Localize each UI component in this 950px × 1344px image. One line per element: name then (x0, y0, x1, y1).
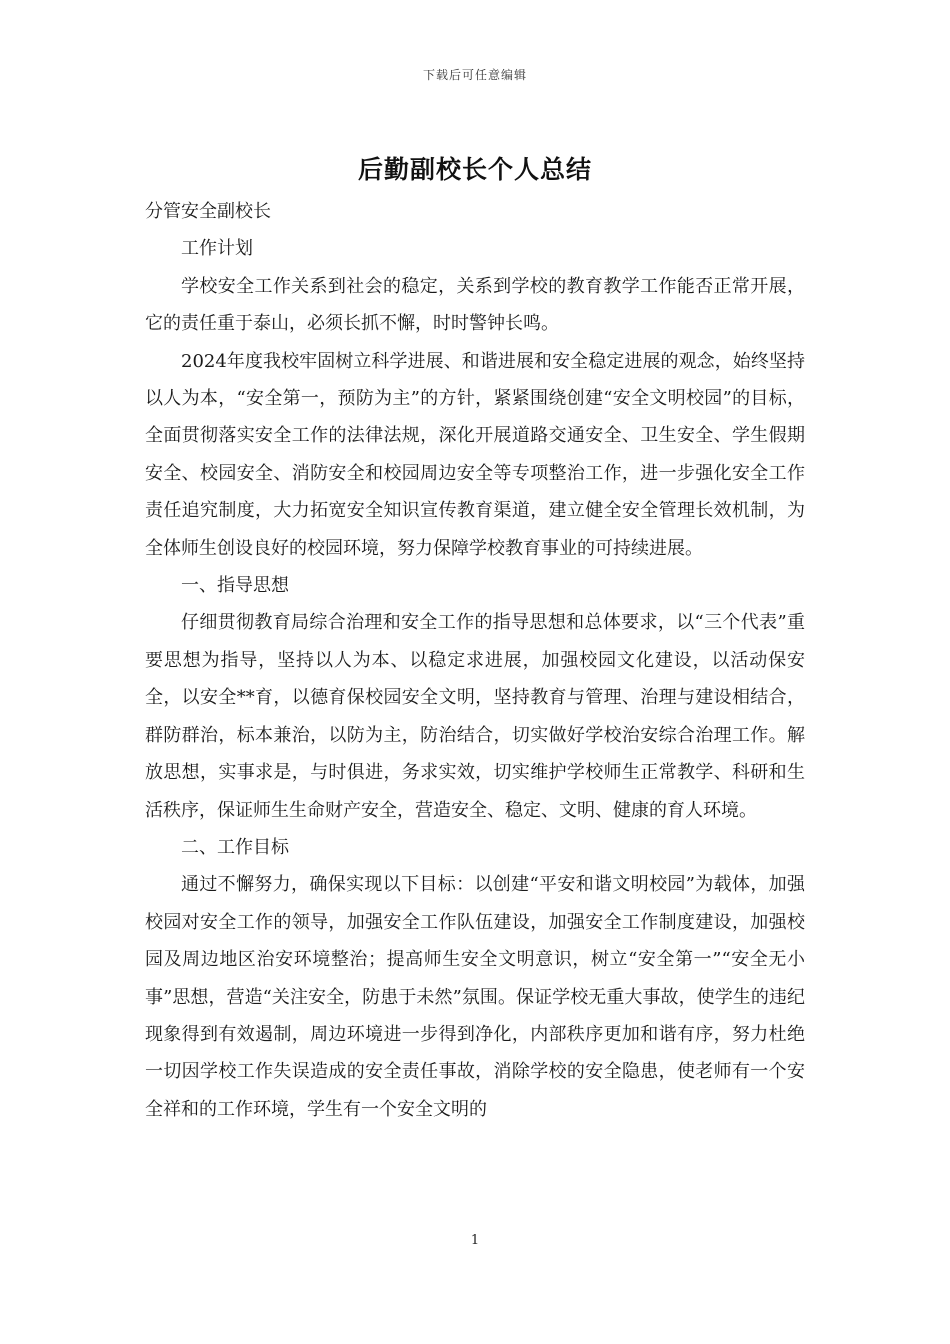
header-note: 下载后可任意编辑 (422, 68, 527, 82)
paragraph-author-role: 分管安全副校长 (145, 201, 271, 222)
paragraph-guiding-ideology: 仔细贯彻教育局综合治理和安全工作的指导思想和总体要求，以“三个代表”重要思想为指导，坚持以人为本、以稳定求进展，加强校园文化建设，以活动保安全，以安全**育，以德育保校园安全文明，坚持教育与管理、治理与建设相结合，群防群治，标本兼治，以防为主，防治结合，切实做好学校治安综合治理工作。解放思想，实事求是，与时俱进，务求实效，切实维护学校师生正常教学、科研和生活秩序，保证师生生命财产安全，营造安全、稳定、文明、健康的育人环境。 (145, 612, 805, 821)
document-body (145, 193, 805, 1128)
paragraph-section-label: 工作计划 (181, 238, 253, 260)
paragraph-work-goals: 通过不懈努力，确保实现以下目标：以创建“平安和谐文明校园”为载体，加强校园对安全工作的领导，加强安全工作队伍建设，加强安全工作制度建设，加强校园及周边地区治安环境整治；提高师生安全文明意识，树立“安全第一”“安全无小事”思想，营造“关注安全，防患于未然”氛围。保证学校无重大事故，使学生的违纪现象得到有效遏制，周边环境进一步得到净化，内部秩序更加和谐有序，努力杜绝一切因学校工作失误造成的安全责任事故，消除学校的安全隐患，使老师有一个安全祥和的工作环境，学生有一个安全文明的 (145, 874, 805, 1120)
paragraph-annual-overview: 2024年度我校牢固树立科学进展、和谐进展和安全稳定进展的观念，始终坚持以人为本，“安全第一，预防为主”的方针，紧紧围绕创建“安全文明校园”的目标，全面贯彻落实安全工作的法律法规，深化开展道路交通安全、卫生安全、学生假期安全、校园安全、消防安全和校园周边安全等专项整治工作，进一步强化安全工作责任追究制度，大力拓宽安全知识宣传教育渠道，建立健全安全管理长效机制，为全体师生创设良好的校园环境，努力保障学校教育事业的可持续进展。 (145, 350, 805, 559)
page-number: 1 (470, 1233, 480, 1248)
heading-work-goals: 二、工作目标 (181, 836, 289, 858)
paragraph-intro: 学校安全工作关系到社会的稳定，关系到学校的教育教学工作能否正常开展，它的责任重于泰山，必须长抓不懈，时时警钟长鸣。 (145, 275, 805, 335)
heading-guiding-ideology: 一、指导思想 (181, 575, 289, 597)
document-title: 后勤副校长个人总结 (357, 155, 592, 184)
